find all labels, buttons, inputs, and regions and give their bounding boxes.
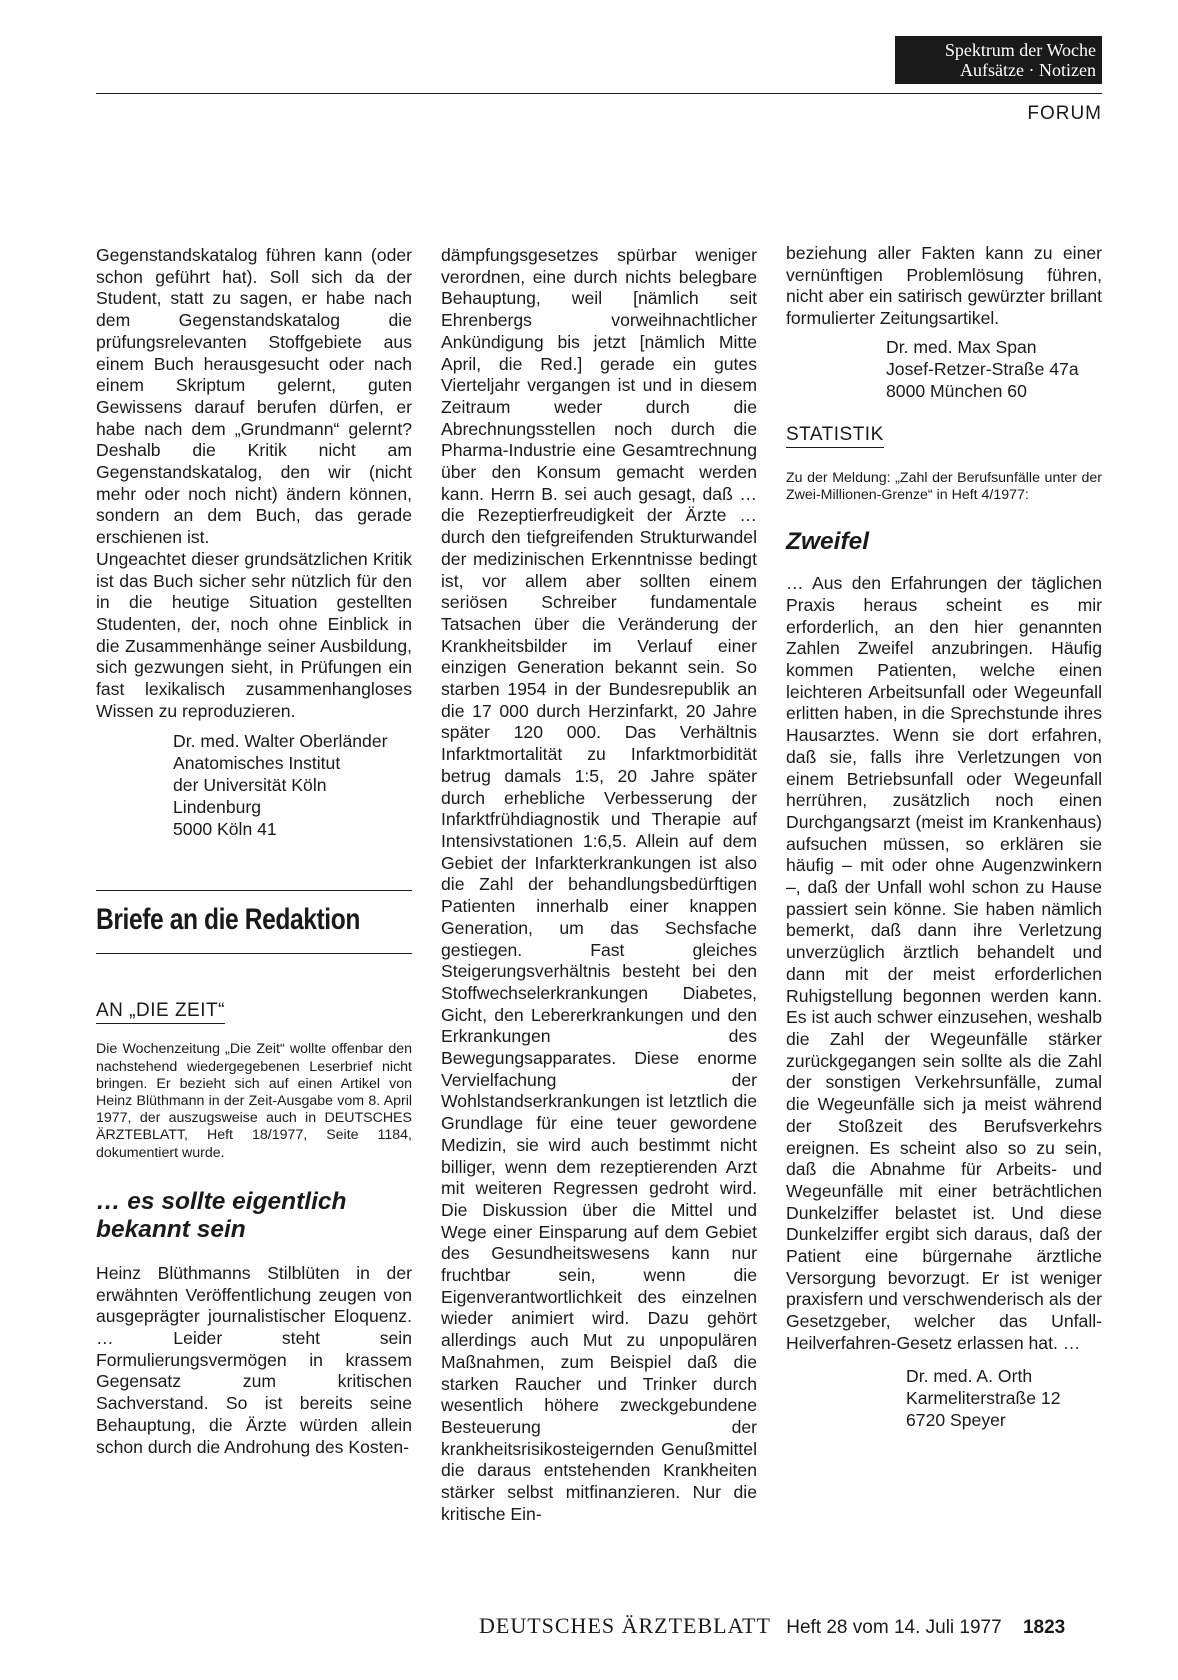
page-footer [479,1614,1102,1640]
headline-line: … es sollte eigentlich [96,1187,347,1215]
column-3 [786,243,1102,1431]
section-header-line1: Spektrum der Woche [944,40,1096,60]
section-rule-bottom [96,953,412,954]
headline-line: bekannt sein [96,1215,246,1243]
col3-paragraph-2: … Aus den Erfahrungen der täglichen Praxis heraus scheint es mir erforderlich, an den hier genannten Zahlen Zweifel anzubringen. Häufig kommen Patienten, welche einen leichteren Arbeitsunfall oder Wegeunfall erlitten haben, in die Sprechstunde ihres Hausarztes. Wenn sie dort erfahren, daß sie, falls ihre Verletzungen von einem Betriebsunfall oder Wegeunfall herrühren, zusätzlich noch einen Durchgangsarzt (meist im Krankenhaus) aufsuchen müssen, so erklären sie häufig – mit oder ohne Augenzwinkern –, daß der Unfall wohl schon zu Hause passiert sein könne. Sie haben nämlich bemerkt, daß dann ihre Verletzung unverzüglich ärztlich behandelt und dann mit der meist erforderlichen Ruhigstellung begonnen werden kann. Es ist auch schwer einzusehen, weshalb die Zahl der Wegeunfälle stärker zurückgegangen sein sollte als die Zahl der sonstigen Verkehrsunfälle, zumal die Wegeunfälle sich ja meist während der Stoßzeit des Berufsverkehrs ereignen. Es scheint also so zu sein, daß die Abnahme für Arbeits- und Wegeunfälle mit einer beträchtlichen Dunkelziffer belastet ist. Und diese Dunkelziffer ergibt sich daraus, daß der Patient eine bürgernahe ärztliche Versorgung bevorzugt. Er ist weniger praxisfern und verschwenderisch als der Gesetzgeber, welcher das Unfall-Heilverfahren-Gesetz erlassen hat. … [786,573,1102,1353]
signature-orth [906,1365,1102,1431]
col1-paragraph-1: Gegenstandskatalog führen kann (oder schon geführt hat). Soll sich da der Student, statt zu sagen, er habe nach dem Gegenstandskatalog die prüfungsrelevanten Stoffgebiete aus einem Buch herausgesucht oder nach einem Skriptum gelernt, guten Gewissens darauf berufen dürfen, er habe nach dem „Grundmann“ gelernt? Deshalb die Kritik nicht am Gegenstandskatalog, den wir (nicht mehr oder noch nicht) ändern können, sondern an dem Buch, das gerade erschienen ist. [96,245,412,548]
section-header-box [895,36,1102,84]
journal-name: DEUTSCHES ÄRZTEBLATT [479,1613,771,1638]
signature-line: 8000 München 60 [886,380,1027,401]
signature-line: 6720 Speyer [906,1409,1006,1430]
signature-line: Dr. med. A. Orth [906,1365,1033,1386]
section-rule-top [96,890,412,891]
letter-label-statistik: STATISTIK [786,424,884,448]
section-header-line2: Aufsätze · Notizen [960,60,1096,80]
letter-intro-statistik: Zu der Meldung: „Zahl der Berufsunfälle unter der Zwei-Millionen-Grenze“ in Heft 4/1977: [786,469,1102,504]
signature-line: Lindenburg [173,797,262,818]
col1-paragraph-2: Ungeachtet dieser grundsätzlichen Kritik ist das Buch sicher sehr nützlich für den in die heutige Situation gestellten Studenten, der, noch ohne Einblick in die Zusammenhänge seiner Ausbildung, sich gezwungen sieht, in Prüfungen ein fast lexikalisch zusammenhangloses Wissen zu reproduzieren. [96,548,412,721]
section-title: Briefe an die Redaktion [96,903,360,937]
col2-paragraph-1: dämpfungsgesetzes spürbar weniger verordnen, eine durch nichts belegbare Behauptung, weil [nämlich seit Ehrenbergs vorweihnachtlicher Ankündigung bis jetzt [nämlich Mitte April, die Red.] gerade ein gutes Vierteljahr vergangen ist und in diesem Zeitraum weder durch die Abrechnungsstellen noch durch die Pharma-Industrie eine Gesamtrechnung über den Konsum gemacht werden kann. Herrn B. sei auch gesagt, daß … die Rezeptierfreudigkeit der Ärzte … durch den tiefgreifenden Strukturwandel der medizinischen Erkenntnisse bedingt ist, vor allem aber sollten einem seriösen Schreiber fundamentale Tatsachen über die Veränderung der Krankheitsbilder im Verlauf einer einzigen Generation bekannt sein. So starben 1954 in der Bundesrepublik an die 17 000 durch Herzinfarkt, 20 Jahre später 120 000. Das Verhältnis Infarktmortalität zu Infarktmorbidität betrug damals 1:5, 20 Jahre später durch erhebliche Verbesserung der Infarktfrühdiagnostik und Therapie auf Intensivstationen 1:6,5. Allein auf dem Gebiet der Infarkterkrankungen ist also die Zahl der behandlungsbedürftigen Patienten innerhalb einer knappen Generation, um das Sechsfache gestiegen. Fast gleiches Steigerungsverhältnis besteht bei den Stoffwechselerkrankungen Diabetes, Gicht, den Lebererkrankungen und den Erkrankungen des Bewegungsapparates. Diese enorme Vervielfachung der Wohlstandserkrankungen ist letztlich die Grundlage für eine teuer gewordene Medizin, sie wird auch bestimmt nicht billiger, wenn dem rezeptierenden Arzt mit weiteren Regressen gedroht wird. Die Diskussion über die Mittel und Wege einer Einsparung auf dem Gebiet des Gesundheitswesens kann nur fruchtbar sein, wenn die Eigenverantwortlichkeit des einzelnen wieder animiert wird. Dazu gehört allerdings auch Mut zu unpopulären Maßnahmen, zum Beispiel daß die starken Raucher und Trinker durch wesentlich höhere zweckgebundene Besteuerung der krankheitsrisikosteigernden Genußmittel die daraus entstehenden Krankheiten stärker selbst mitfinanzieren. Nur die kritische Ein- [441,245,757,1524]
letter-headline-zeit [96,1188,412,1244]
signature-line: Karmeliterstraße 12 [906,1387,1061,1408]
col3-paragraph-1: beziehung aller Fakten kann zu einer vernünftigen Problemlösung führen, nicht aber ein satirisch gewürzter brillant formulierter Zeitungsartikel. [786,243,1102,329]
column-2 [441,245,757,1525]
letter-headline-statistik: Zweifel [786,528,870,556]
signature-line: der Universität Köln [173,775,327,796]
signature-line: 5000 Köln 41 [173,819,277,840]
column-1 [96,245,412,1458]
page-number: 1823 [1022,1617,1066,1638]
signature-line: Josef-Retzer-Straße 47a [886,358,1079,379]
issue-info: Heft 28 vom 14. Juli 1977 [786,1617,1002,1638]
rubric-label: FORUM [1027,103,1102,124]
header-rule [96,93,1102,94]
signature-line: Anatomisches Institut [173,753,341,774]
signature-span [886,336,1102,402]
letter-intro-zeit: Die Wochenzeitung „Die Zeit“ wollte offenbar den nachstehend wiedergegebenen Leserbrief nicht bringen. Er bezieht sich auf einen Artikel von Heinz Blüthmann in der Zeit-Ausgabe vom 8. April 1977, der auszugsweise auch in DEUTSCHES ÄRZTEBLATT, Heft 18/1977, Seite 1184, dokumentiert wurde. [96,1041,412,1161]
col1-paragraph-3: Heinz Blüthmanns Stilblüten in der erwähnten Veröffentlichung zeugen von ausgeprägter journalistischer Eloquenz. … Leider steht sein Formulierungsvermögen in krassem Gegensatz zum kritischen Sachverstand. So ist bereits seine Behauptung, die Ärzte würden allein schon durch die Androhung des Kosten- [96,1262,412,1457]
signature-oberlaender [173,730,412,840]
signature-line: Dr. med. Max Span [886,336,1037,357]
letter-label-zeit: AN „DIE ZEIT“ [96,1000,225,1024]
signature-line: Dr. med. Walter Oberländer [173,731,388,752]
